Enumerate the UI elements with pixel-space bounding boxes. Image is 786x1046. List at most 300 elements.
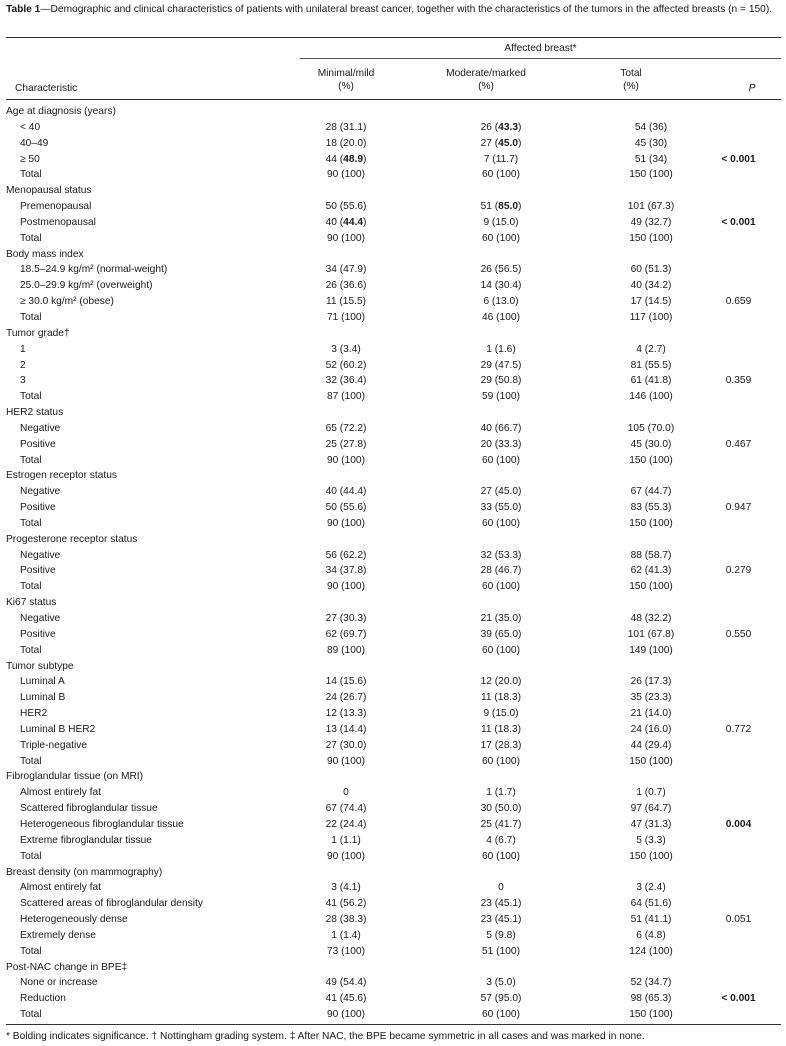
row-label: ≥ 50 [20, 153, 40, 165]
table-row [6, 484, 781, 500]
minimal-mild-cell: 34 (47.9) [325, 264, 367, 276]
section-row [6, 595, 781, 611]
moderate-marked-cell: 28 (46.7) [480, 565, 522, 577]
minimal-mild-cell: 67 (74.4) [325, 803, 367, 815]
moderate-marked-cell [396, 104, 606, 120]
minimal-mild-cell: 0 [343, 787, 349, 799]
row-label: Total [20, 391, 42, 403]
minimal-mild-cell: 14 (15.6) [325, 676, 367, 688]
p-value-cell [696, 278, 781, 294]
total-cell: 64 (51.6) [630, 898, 672, 910]
moderate-marked-cell [396, 247, 606, 263]
total-cell: 97 (64.7) [630, 803, 672, 815]
total-cell: 146 (100) [629, 391, 673, 403]
total-header-line1: Total [620, 68, 642, 79]
moderate-marked-cell: 23 (45.1) [480, 898, 522, 910]
minimal-mild-cell: 52 (60.2) [325, 359, 367, 371]
minimal-mild-cell: 71 (100) [327, 311, 365, 323]
total-cell: 124 (100) [629, 945, 673, 957]
row-label: Total [20, 517, 42, 529]
minimal-mild-cell: 13 (14.4) [325, 723, 367, 735]
total-row [6, 167, 781, 183]
p-value-cell: 0.659 [725, 296, 752, 308]
table-row [6, 294, 781, 310]
section-label: Post-NAC change in BPE‡ [6, 961, 128, 973]
total-cell: 44 (29.4) [630, 739, 672, 751]
total-cell [606, 865, 696, 881]
moderate-header-line2: (%) [478, 81, 494, 92]
row-label: Positive [20, 502, 56, 514]
section-label: Breast density (on mammography) [6, 866, 163, 878]
total-cell: 51 (34) [634, 153, 668, 165]
minimal-mild-cell: 90 (100) [327, 232, 365, 244]
row-label: Total [20, 311, 42, 323]
row-label: Heterogeneous fibroglandular tissue [20, 818, 184, 830]
p-value-cell [696, 690, 781, 706]
total-cell: 61 (41.8) [630, 375, 672, 387]
p-value-cell [696, 896, 781, 912]
total-cell: 26 (17.3) [630, 676, 672, 688]
section-row [6, 247, 781, 263]
minimal-mild-cell [296, 595, 396, 611]
moderate-marked-cell [396, 769, 606, 785]
row-label: 1 [20, 343, 26, 355]
minimal-mild-cell [296, 865, 396, 881]
moderate-marked-cell: 60 (100) [482, 644, 520, 656]
p-value-cell [696, 880, 781, 896]
row-label: < 40 [20, 121, 41, 133]
table-row [6, 833, 781, 849]
p-value-cell [696, 865, 781, 881]
total-cell: 45 (30) [634, 137, 668, 149]
total-header-line2: (%) [623, 81, 639, 92]
moderate-marked-cell: 60 (100) [482, 581, 520, 593]
moderate-marked-cell [396, 405, 606, 421]
row-label: Reduction [20, 993, 66, 1005]
row-label: Negative [20, 422, 61, 434]
moderate-marked-cell: 27 (45.0) [480, 137, 522, 149]
table-row [6, 928, 781, 944]
minimal-mild-cell [296, 405, 396, 421]
minimal-mild-cell: 56 (62.2) [325, 549, 367, 561]
minimal-mild-cell: 89 (100) [327, 644, 365, 656]
total-cell: 3 (2.4) [636, 882, 666, 894]
minimal-mild-cell [296, 659, 396, 675]
p-value-cell [696, 706, 781, 722]
row-label: 40–49 [20, 137, 49, 149]
section-label: Estrogen receptor status [6, 470, 117, 482]
table-row [6, 674, 781, 690]
table-row [6, 278, 781, 294]
total-row [6, 1007, 781, 1023]
total-cell: 150 (100) [629, 850, 673, 862]
section-label: Ki67 status [6, 597, 57, 609]
p-header-label: P [748, 83, 756, 94]
minimal-mild-cell: 90 (100) [327, 755, 365, 767]
total-cell: 62 (41.3) [630, 565, 672, 577]
total-cell: 6 (4.8) [636, 929, 666, 941]
minimal-mild-cell: 40 (44.4) [325, 486, 367, 498]
total-cell: 52 (34.7) [630, 977, 672, 989]
group-header: Affected breast* [504, 43, 577, 54]
section-label: HER2 status [6, 407, 64, 419]
total-cell [606, 659, 696, 675]
minimal-mild-cell: 24 (26.7) [325, 692, 367, 704]
total-cell [606, 468, 696, 484]
moderate-marked-cell: 30 (50.0) [480, 803, 522, 815]
p-value-cell [696, 183, 781, 199]
minimal-mild-cell [296, 468, 396, 484]
section-row [6, 183, 781, 199]
table-row [6, 563, 781, 579]
moderate-marked-cell: 33 (55.0) [480, 502, 522, 514]
p-value-cell [696, 247, 781, 263]
total-cell: 101 (67.8) [627, 628, 675, 640]
row-label: Almost entirely fat [20, 882, 101, 894]
moderate-marked-cell [396, 659, 606, 675]
p-value-cell: 0.051 [725, 914, 752, 926]
p-value-cell [696, 484, 781, 500]
total-cell: 150 (100) [629, 1009, 673, 1021]
minimal-mild-cell: 25 (27.8) [325, 438, 367, 450]
p-value-cell [696, 975, 781, 991]
total-cell: 54 (36) [634, 121, 668, 133]
total-cell [606, 532, 696, 548]
section-row [6, 468, 781, 484]
total-cell: 105 (70.0) [627, 422, 675, 434]
p-value-cell [696, 310, 781, 326]
p-value-cell [696, 659, 781, 675]
table-row [6, 611, 781, 627]
p-value-cell [696, 358, 781, 374]
p-value-cell [696, 1007, 781, 1023]
total-cell: 98 (65.3) [630, 993, 672, 1005]
p-value-cell [696, 120, 781, 136]
total-row [6, 310, 781, 326]
total-row [6, 849, 781, 865]
total-cell [606, 247, 696, 263]
minimal-mild-cell: 32 (36.4) [325, 375, 367, 387]
moderate-marked-cell: 29 (47.5) [480, 359, 522, 371]
row-label: HER2 [20, 708, 48, 720]
row-label: Almost entirely fat [20, 787, 101, 799]
minimal-mild-cell: 26 (36.6) [325, 280, 367, 292]
row-label: Total [20, 644, 42, 656]
moderate-marked-cell: 32 (53.3) [480, 549, 522, 561]
moderate-marked-cell: 51 (100) [482, 945, 520, 957]
total-cell [606, 405, 696, 421]
moderate-marked-cell [396, 326, 606, 342]
p-value-cell: 0.772 [725, 723, 752, 735]
p-value-cell [696, 801, 781, 817]
minimal-mild-cell: 50 (55.6) [325, 201, 367, 213]
table-row [6, 215, 781, 231]
p-value-cell: < 0.001 [721, 216, 756, 228]
section-label: Age at diagnosis (years) [6, 106, 116, 117]
row-label: Negative [20, 549, 61, 561]
moderate-marked-cell [396, 183, 606, 199]
total-row [6, 643, 781, 659]
total-cell: 150 (100) [629, 755, 673, 767]
p-value-cell [696, 405, 781, 421]
moderate-marked-cell: 11 (18.3) [480, 692, 522, 704]
moderate-marked-cell: 4 (6.7) [486, 834, 516, 846]
total-cell: 83 (55.3) [630, 502, 672, 514]
total-cell: 47 (31.3) [630, 818, 672, 830]
row-label: Heterogeneously dense [20, 914, 128, 926]
minimal-mild-cell: 11 (15.5) [325, 296, 367, 308]
table-row [6, 706, 781, 722]
moderate-marked-cell: 21 (35.0) [480, 613, 522, 624]
table-caption [6, 3, 780, 18]
significant-value: 43.3 [498, 121, 518, 133]
p-value-cell [696, 548, 781, 564]
data-table [6, 104, 781, 1023]
moderate-marked-cell: 6 (13.0) [483, 296, 519, 308]
minimal-mild-cell [296, 532, 396, 548]
moderate-marked-cell: 60 (100) [482, 850, 520, 862]
table-row [6, 120, 781, 136]
moderate-marked-cell: 25 (41.7) [480, 818, 522, 830]
p-value-cell [696, 643, 781, 659]
moderate-marked-cell: 60 (100) [482, 755, 520, 767]
p-value-cell [696, 326, 781, 342]
header-rule [6, 99, 781, 100]
row-label: Positive [20, 438, 56, 450]
p-value-cell [696, 136, 781, 152]
p-value-cell: 0.550 [725, 628, 752, 640]
significant-value: 48.9 [343, 153, 363, 165]
row-label: Scattered fibroglandular tissue [20, 803, 158, 815]
table-row [6, 785, 781, 801]
row-label: Positive [20, 565, 56, 577]
row-label: Premenopausal [20, 201, 92, 213]
table-row [6, 896, 781, 912]
moderate-marked-cell: 20 (33.3) [480, 438, 522, 450]
table-title: —Demographic and clinical characteristics of patients with unilateral breast cancer, together with the characteristics of the tumors in the affected breasts (n = 150). [40, 4, 773, 15]
minimal-mild-cell: 1 (1.4) [331, 929, 361, 941]
table-row [6, 373, 781, 389]
minimal-mild-cell: 49 (54.4) [325, 977, 367, 989]
moderate-marked-cell: 60 (100) [482, 517, 520, 529]
bottom-rule [6, 1024, 781, 1025]
p-value-cell [696, 468, 781, 484]
section-row [6, 532, 781, 548]
section-row [6, 960, 781, 976]
significant-value: 45.0 [498, 137, 518, 149]
moderate-marked-cell: 7 (11.7) [483, 153, 519, 165]
section-label: Tumor subtype [6, 660, 74, 672]
moderate-marked-cell [396, 865, 606, 881]
p-value-cell [696, 960, 781, 976]
minimal-mild-cell [296, 326, 396, 342]
moderate-marked-cell: 14 (30.4) [480, 280, 522, 292]
p-value-cell [696, 738, 781, 754]
row-label: Total [20, 1009, 42, 1021]
total-cell: 48 (32.2) [630, 613, 672, 624]
minimal-mild-cell [296, 247, 396, 263]
p-value-cell [696, 595, 781, 611]
total-cell [606, 769, 696, 785]
p-value-cell [696, 342, 781, 358]
total-cell: 150 (100) [629, 454, 673, 466]
total-row [6, 516, 781, 532]
p-value-cell [696, 516, 781, 532]
moderate-marked-cell: 27 (45.0) [480, 486, 522, 498]
total-row [6, 389, 781, 405]
p-value-cell [696, 262, 781, 278]
moderate-marked-cell: 9 (15.0) [483, 216, 519, 228]
moderate-marked-cell: 11 (18.3) [480, 723, 522, 735]
p-value-cell: < 0.001 [721, 993, 756, 1005]
total-cell: 150 (100) [629, 517, 673, 529]
total-cell: 117 (100) [629, 311, 673, 323]
p-value-cell [696, 674, 781, 690]
table-row [6, 627, 781, 643]
moderate-marked-cell: 0 [498, 882, 504, 894]
p-value-cell [696, 231, 781, 247]
minimal-mild-cell: 40 (44.4) [325, 216, 367, 228]
row-label: Extremely dense [20, 929, 96, 941]
moderate-marked-cell: 23 (45.1) [480, 914, 522, 926]
total-cell [606, 104, 696, 120]
total-cell: 60 (51.3) [630, 264, 672, 276]
row-label: 25.0–29.9 kg/m² (overweight) [20, 280, 153, 292]
moderate-marked-cell [396, 532, 606, 548]
table-row [6, 817, 781, 833]
row-label: Scattered areas of fibroglandular density [20, 898, 203, 910]
moderate-marked-cell [396, 960, 606, 976]
total-cell: 149 (100) [629, 644, 673, 656]
moderate-marked-cell: 9 (15.0) [483, 708, 519, 720]
moderate-marked-cell: 60 (100) [482, 232, 520, 244]
minimal-mild-cell: 41 (56.2) [325, 898, 367, 910]
moderate-marked-cell: 51 (85.0) [480, 201, 522, 213]
table-row [6, 262, 781, 278]
total-cell: 17 (14.5) [630, 296, 672, 308]
moderate-marked-cell: 1 (1.7) [486, 787, 516, 799]
minimal-mild-cell: 44 (48.9) [325, 153, 367, 165]
section-row [6, 405, 781, 421]
moderate-header [396, 67, 576, 93]
row-label: Negative [20, 613, 61, 624]
table-row [6, 152, 781, 168]
moderate-marked-cell [396, 595, 606, 611]
table-row [6, 912, 781, 928]
moderate-marked-cell: 46 (100) [482, 311, 520, 323]
row-label: Luminal A [20, 676, 65, 688]
minimal-mild-cell: 90 (100) [327, 169, 365, 181]
minimal-mild-cell: 50 (55.6) [325, 502, 367, 514]
p-value-cell [696, 389, 781, 405]
row-label: Negative [20, 486, 61, 498]
total-cell: 150 (100) [629, 581, 673, 593]
table-row [6, 437, 781, 453]
moderate-marked-cell: 60 (100) [482, 169, 520, 181]
p-value-cell [696, 769, 781, 785]
table-footnote: * Bolding indicates significance. † Nottingham grading system. ‡ After NAC, the BPE became symmetric in all cases and was marked in none. [6, 1031, 645, 1042]
row-label: Total [20, 581, 42, 593]
p-value-cell [696, 104, 781, 120]
minimal-mild-cell: 3 (3.4) [331, 343, 361, 355]
total-row [6, 231, 781, 247]
total-row [6, 754, 781, 770]
moderate-marked-cell: 26 (56.5) [480, 264, 522, 276]
minimal-mild-cell: 1 (1.1) [331, 834, 361, 846]
row-label: Luminal B [20, 692, 66, 704]
p-value-cell [696, 611, 781, 627]
minimal-mild-cell: 73 (100) [327, 945, 365, 957]
minimal-mild-cell: 41 (45.6) [325, 993, 367, 1005]
minimal-mild-cell: 27 (30.3) [325, 613, 367, 624]
table-row [6, 136, 781, 152]
total-cell: 45 (30.0) [630, 438, 672, 450]
minimal-mild-cell: 18 (20.0) [325, 137, 367, 149]
moderate-marked-cell: 57 (95.0) [480, 993, 522, 1005]
table-row [6, 991, 781, 1007]
total-row [6, 453, 781, 469]
total-cell: 5 (3.3) [636, 834, 666, 846]
section-row [6, 659, 781, 675]
total-cell: 35 (23.3) [630, 692, 672, 704]
table-row [6, 500, 781, 516]
total-cell: 40 (34.2) [630, 280, 672, 292]
total-cell: 67 (44.7) [630, 486, 672, 498]
row-label: 3 [20, 375, 26, 387]
row-label: Total [20, 945, 42, 957]
total-cell: 88 (58.7) [630, 549, 672, 561]
total-cell: 101 (67.3) [627, 201, 675, 213]
moderate-marked-cell: 26 (43.3) [480, 121, 522, 133]
total-cell [606, 183, 696, 199]
total-cell [606, 326, 696, 342]
table-row [6, 342, 781, 358]
section-label: Fibroglandular tissue (on MRI) [6, 771, 144, 783]
moderate-marked-cell: 1 (1.6) [486, 343, 516, 355]
row-label: Total [20, 755, 42, 767]
table-row [6, 880, 781, 896]
total-cell: 21 (14.0) [630, 708, 672, 720]
minimal-mild-cell: 90 (100) [327, 1009, 365, 1021]
minimal-mild-cell: 90 (100) [327, 517, 365, 529]
minimal-mild-cell: 90 (100) [327, 850, 365, 862]
minimal-mild-cell [296, 769, 396, 785]
minimal-mild-cell: 34 (37.8) [325, 565, 367, 577]
group-rule [300, 58, 781, 59]
row-label: None or increase [20, 977, 98, 989]
minimal-header-line2: (%) [338, 81, 354, 92]
total-cell: 51 (41.1) [630, 914, 672, 926]
p-value-cell [696, 944, 781, 960]
minimal-mild-cell: 22 (24.4) [325, 818, 367, 830]
row-label: ≥ 30.0 kg/m² (obese) [20, 296, 114, 308]
row-label: Total [20, 232, 42, 244]
characteristic-header: Characteristic [15, 83, 78, 94]
moderate-marked-cell: 40 (66.7) [480, 422, 522, 434]
total-cell: 4 (2.7) [636, 343, 666, 355]
minimal-mild-cell: 87 (100) [327, 391, 365, 403]
table-row [6, 975, 781, 991]
section-label: Body mass index [6, 248, 84, 260]
moderate-marked-cell [396, 468, 606, 484]
total-cell: 81 (55.5) [630, 359, 672, 371]
p-value-cell: 0.359 [725, 375, 752, 387]
p-value-cell [696, 928, 781, 944]
minimal-mild-cell: 90 (100) [327, 454, 365, 466]
row-label: Luminal B HER2 [20, 723, 96, 735]
total-cell: 150 (100) [629, 169, 673, 181]
table-row [6, 421, 781, 437]
